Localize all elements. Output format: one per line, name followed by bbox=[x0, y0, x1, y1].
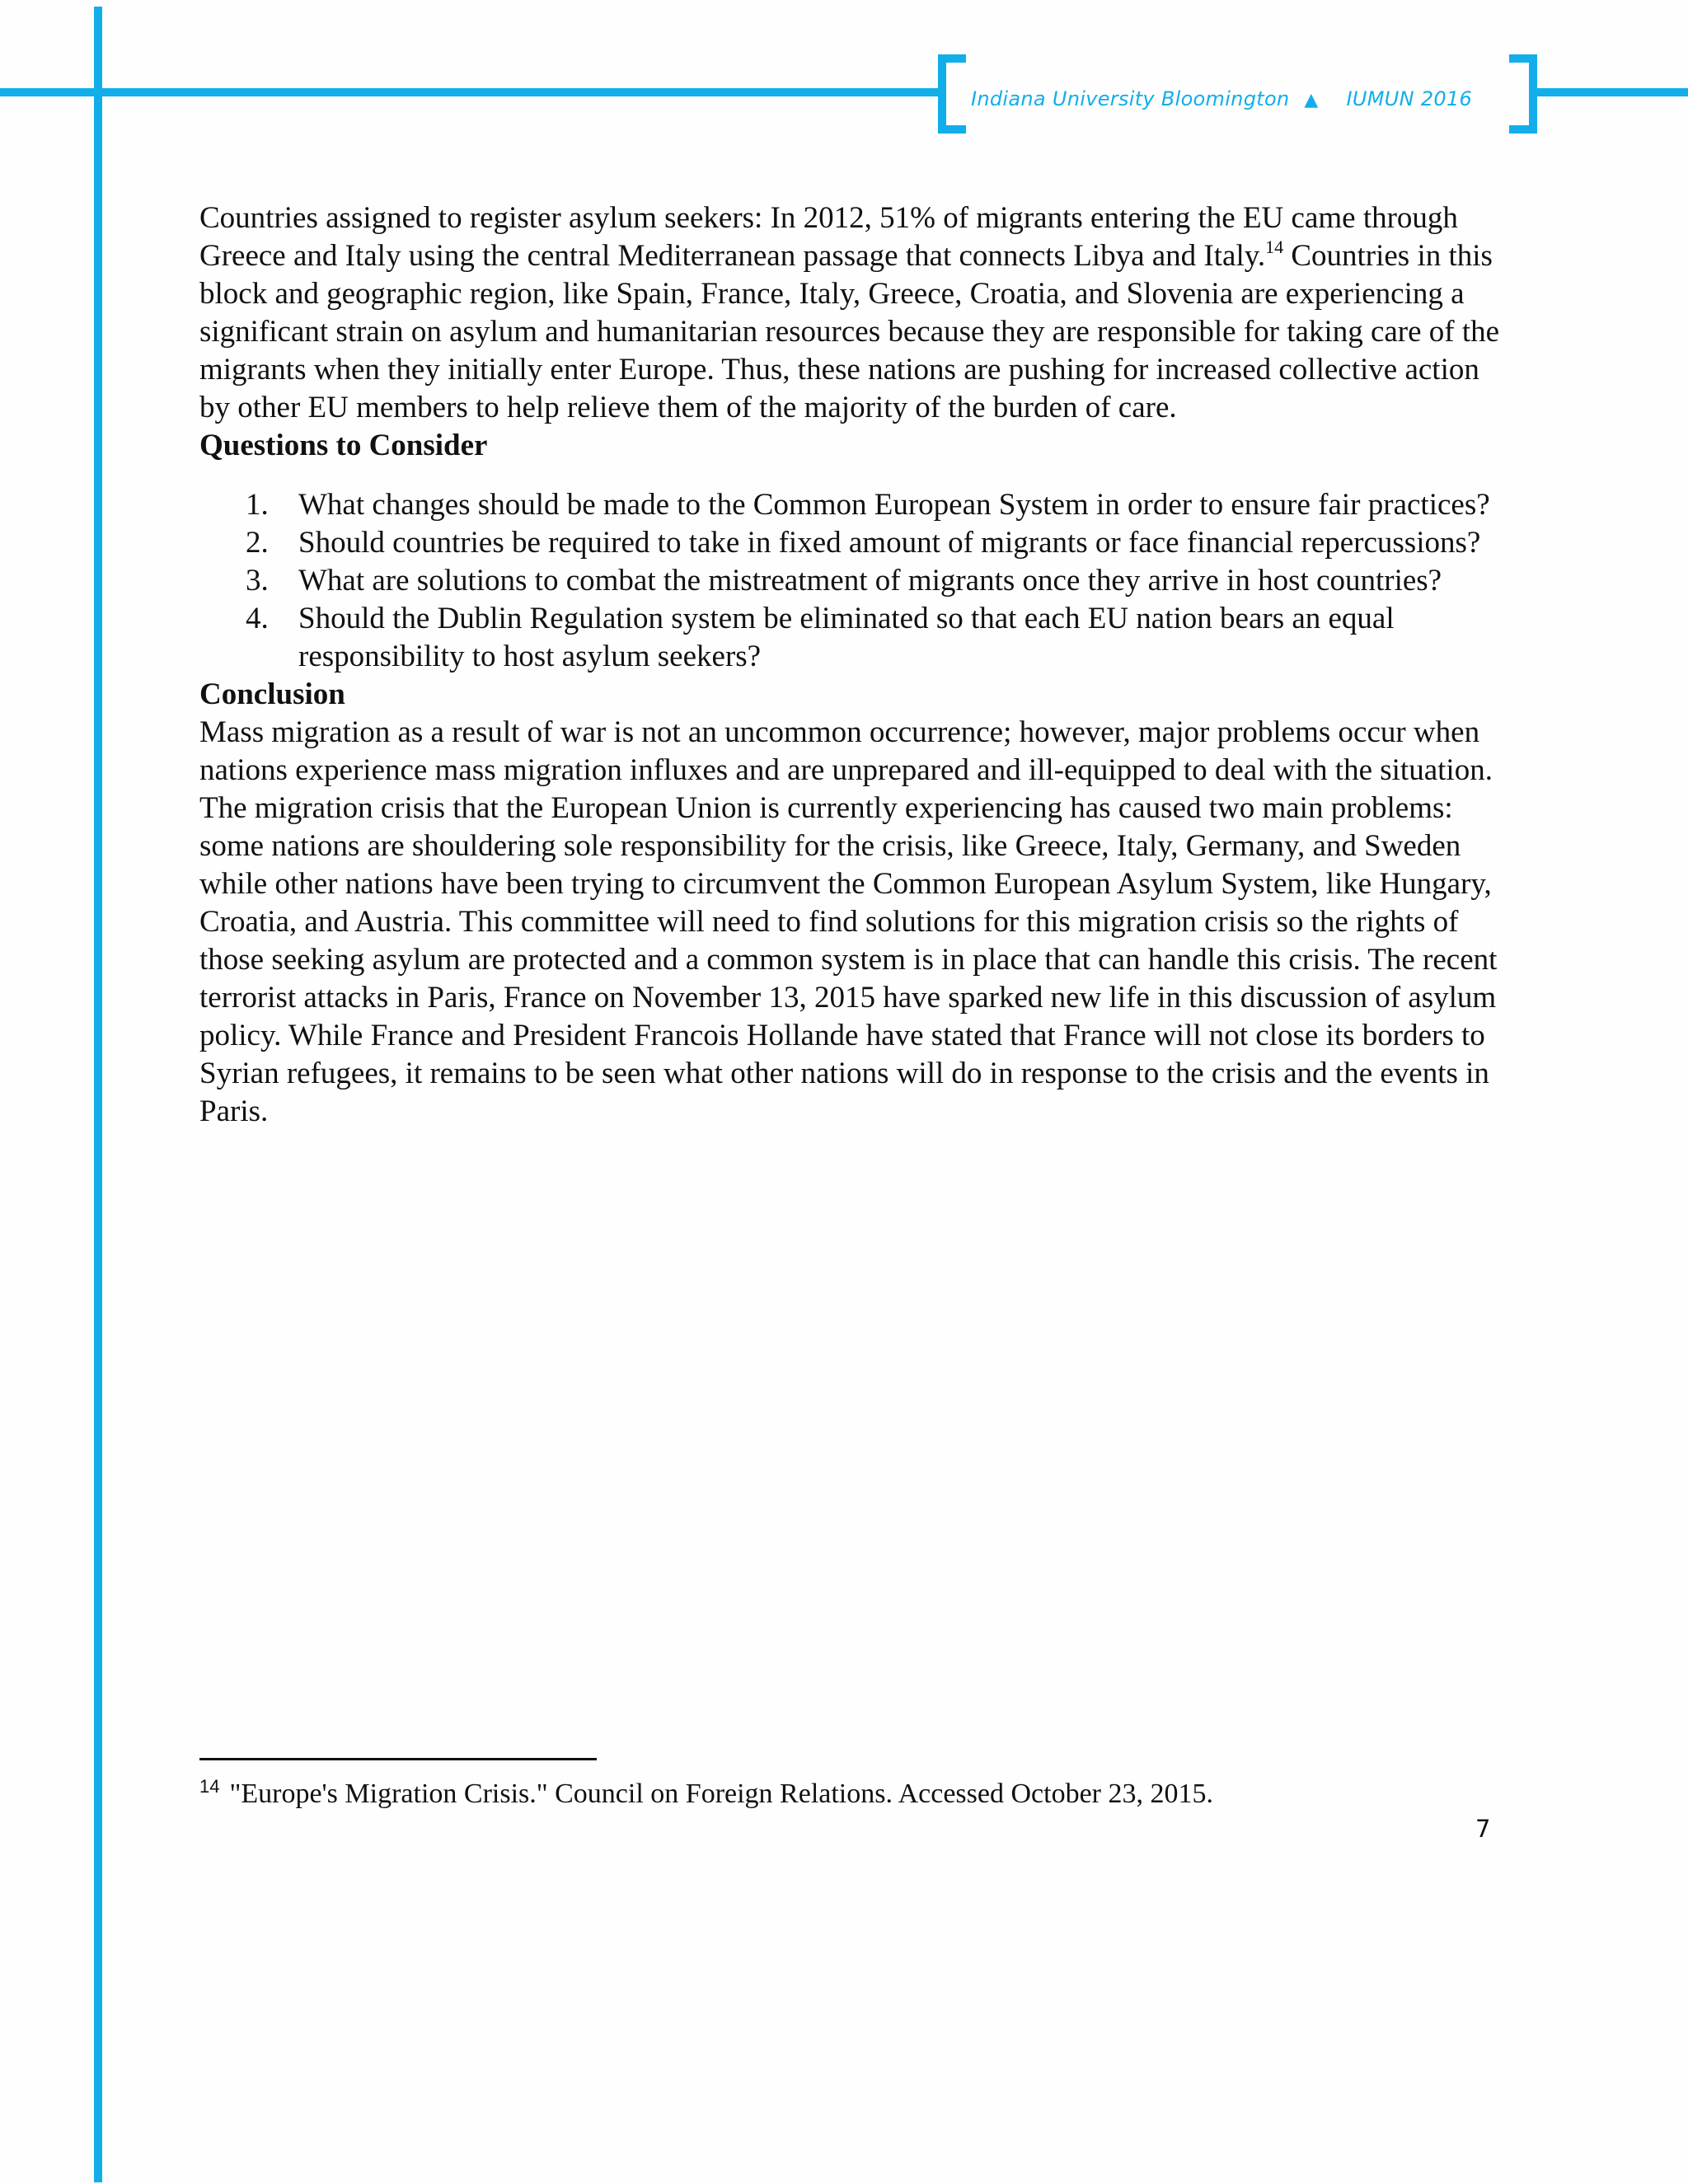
list-item-number: 1. bbox=[246, 488, 269, 522]
list-item bbox=[199, 600, 1502, 676]
footnote bbox=[199, 1777, 1518, 1814]
questions-list bbox=[199, 486, 1502, 676]
header-bracket-right bbox=[1509, 54, 1537, 134]
list-item-text: What changes should be made to the Common European System in order to ensure fair practices? bbox=[298, 488, 1490, 522]
list-item-number: 4. bbox=[246, 602, 269, 635]
running-header bbox=[971, 87, 1472, 110]
footnote-divider bbox=[199, 1758, 597, 1760]
list-item-number: 2. bbox=[246, 526, 269, 560]
header-bracket-left bbox=[938, 54, 966, 134]
conclusion-paragraph: Mass migration as a result of war is not an uncommon occurrence; however, major problems occur when nations experience mass migration influxes and are unprepared and ill-equipped to deal with the situation. The migration crisis that the European Union is currently experiencing has caused two main problems: some nations are shouldering sole responsibility for the crisis, like Greece, Italy, Germany, and Sweden while other nations have been trying to circumvent the Common European Asylum System, like Hungary, Croatia, and Austria. This committee will need to find solutions for this migration crisis so the rights of those seeking asylum are protected and a common system is in place that can handle this crisis. The recent terrorist attacks in Paris, France on November 13, 2015 have sparked new life in this discussion of asylum policy. While France and President Francois Hollande have stated that France will not close its borders to Syrian refugees, it remains to be seen what other nations will do in response to the crisis and the events in Paris. bbox=[199, 715, 1498, 1128]
page-number: 7 bbox=[1475, 1815, 1491, 1843]
page-body bbox=[199, 199, 1502, 1131]
triangle-icon: ▲ bbox=[1304, 90, 1319, 110]
list-item-text: What are solutions to combat the mistreatment of migrants once they arrive in host countries? bbox=[298, 564, 1442, 598]
list-item bbox=[199, 562, 1502, 600]
conclusion-heading: Conclusion bbox=[199, 677, 345, 711]
list-item bbox=[199, 524, 1502, 562]
list-item bbox=[199, 486, 1502, 524]
footnote-text: "Europe's Migration Crisis." Council on Foreign Relations. Accessed October 23, 2015. bbox=[229, 1779, 1213, 1809]
header-rule-right bbox=[1529, 88, 1688, 96]
left-accent-line bbox=[94, 7, 102, 2182]
list-item-number: 3. bbox=[246, 564, 269, 598]
questions-heading: Questions to Consider bbox=[199, 429, 488, 462]
header-rule-left bbox=[0, 88, 938, 96]
footnote-reference: 14 bbox=[1265, 236, 1284, 257]
header-conference: IUMUN 2016 bbox=[1346, 87, 1473, 110]
footnote-mark: 14 bbox=[199, 1776, 220, 1797]
list-item-text: Should countries be required to take in fixed amount of migrants or face financial repercussions? bbox=[298, 526, 1481, 560]
list-item-text: Should the Dublin Regulation system be eliminated so that each EU nation bears an equal responsibility to host asylum seekers? bbox=[298, 602, 1395, 673]
intro-paragraph: Countries assigned to register asylum seekers: In 2012, 51% of migrants entering the EU came through Greece and Italy using the central Mediterranean passage that connects Libya and Italy.$^{14}$ Countries in this block and geographic region, like Spain, France, Italy, Greece, Croatia, and Slovenia are experiencing a significant strain on asylum and humanitarian resources because they are responsible for taking care of the migrants when they initially enter Europe. Thus, these nations are pushing for increased collective action by other EU members to help relieve them of the majority of the burden of care. bbox=[199, 201, 1500, 424]
header-institution: Indiana University Bloomington bbox=[971, 87, 1290, 110]
